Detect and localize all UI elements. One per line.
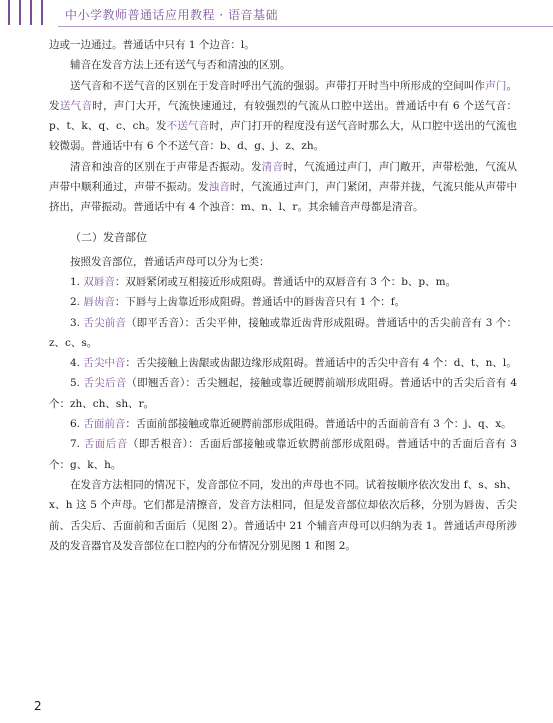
list-item-bilabial xyxy=(49,272,517,292)
paragraph-text: 时，声门打开的程度没有送气音时那么大，从口腔中送出的气流也较微弱。普通话中有 6 个不送气音：b、d、g、j、z、zh。 xyxy=(49,120,517,153)
list-text: ：双唇紧闭或互相接近形成阻碍。普通话中的双唇音有 3 个：b、p、m。 xyxy=(114,275,457,288)
paragraph-text: 边或一边通过。普通话中只有 1 个边音：l。 xyxy=(49,39,255,51)
list-text: （即平舌音）：舌尖平伸，接触或靠近齿背形成阻碍。普通话中的舌尖前音有 3 个：z、c、s。 xyxy=(49,316,518,349)
list-number: 7. xyxy=(70,438,84,451)
paragraph-summary xyxy=(49,475,517,556)
list-text: （即翘舌音）：舌尖翘起，接触或靠近硬腭前端形成阻碍。普通话中的舌尖后音有 4 个：zh、ch、sh、r。 xyxy=(49,377,517,410)
paragraph-text: 辅音在发音方法上还有送气与否和清浊的区别。 xyxy=(70,59,291,72)
term-glottis: 声门 xyxy=(485,79,507,92)
list-number: 3. xyxy=(70,316,84,329)
term-retroflex: 舌尖后音 xyxy=(83,377,127,390)
list-item-retroflex xyxy=(49,373,517,414)
term-voiced: 浊音 xyxy=(208,181,230,194)
list-item-alveolar xyxy=(49,353,517,373)
list-number: 2. xyxy=(70,296,84,309)
paragraph-text: 清音和浊音的区别在于声带是否振动。发 xyxy=(70,160,262,173)
running-header-title: 中小学教师普通话应用教程 · 语音基础 xyxy=(65,8,278,22)
term-unaspirated: 不送气音 xyxy=(166,120,210,133)
header-rule xyxy=(58,26,553,27)
list-item-palatal xyxy=(49,414,517,434)
term-aspirated: 送气音 xyxy=(59,99,93,112)
list-text: ：舌面前部接触或靠近硬腭前部形成阻碍。普通话中的舌面前音有 3 个：j、q、x。 xyxy=(125,418,512,431)
page-body xyxy=(49,35,517,556)
paragraph-text: 送气音和不送气音的区别在于发音时呼出气流的强弱。声带打开时当中所形成的空间叫作 xyxy=(70,79,486,92)
header-decor-bar-3 xyxy=(30,0,32,25)
term-velar: 舌面后音 xyxy=(83,438,128,451)
paragraph-lateral-continuation xyxy=(49,35,517,55)
page-number: 2 xyxy=(34,699,42,713)
term-labiodental: 唇齿音 xyxy=(83,296,115,309)
list-number: 4. xyxy=(70,357,84,370)
list-number: 6. xyxy=(70,418,84,431)
header-decor-bar-4 xyxy=(41,0,43,25)
paragraph-text: 时，气流通过声门，声门敞开，声带松弛，气流从声带中顺利通过，声带不振动。发 xyxy=(49,160,518,194)
paragraph-text: 按照发音部位，普通话声母可以分为七类： xyxy=(70,255,270,268)
paragraph-aspiration xyxy=(49,76,517,157)
list-item-dental xyxy=(49,313,517,354)
list-item-velar xyxy=(49,434,517,475)
term-alveolar: 舌尖中音 xyxy=(83,357,126,370)
section-spacer xyxy=(49,218,517,227)
list-item-labiodental xyxy=(49,292,517,312)
paragraph-places-intro xyxy=(49,252,517,272)
list-number: 5. xyxy=(70,377,84,390)
term-palatal: 舌面前音 xyxy=(83,418,126,431)
section-heading: （二）发音部位 xyxy=(70,230,147,244)
term-voiceless: 清音 xyxy=(261,160,283,173)
list-number: 1. xyxy=(70,275,84,288)
list-text: ：舌尖接触上齿龈或齿龈边缘形成阻碍。普通话中的舌尖中音有 4 个：d、t、n、l。 xyxy=(125,357,517,370)
list-text: ：下唇与上齿靠近形成阻碍。普通话中的唇齿音只有 1 个：f。 xyxy=(114,296,406,309)
paragraph-aspiration-intro xyxy=(49,55,517,75)
paragraph-voicing xyxy=(49,157,517,218)
paragraph-text: 。发 xyxy=(49,79,518,112)
paragraph-text: 时，气流通过声门，声门紧闭，声带并拢，气流只能从声带中挤出，声带振动。普通话中有 4 个浊音：m、n、l、r。其余辅音声母都是清音。 xyxy=(49,181,518,214)
list-text: （即舌根音）：舌面后部接触或靠近软腭前部形成阻碍。普通话中的舌面后音有 3 个：g、k、h。 xyxy=(49,438,517,471)
term-bilabial: 双唇音 xyxy=(83,275,115,288)
term-dental: 舌尖前音 xyxy=(83,316,127,329)
header-decor-bar-2 xyxy=(19,0,21,25)
header-decor-bar-1 xyxy=(8,0,10,25)
paragraph-text: 在发音方法相同的情况下，发音部位不同，发出的声母也不同。试着按顺序依次发出 f、s、sh、x、h 这 5 个声母。它们都是清擦音，发音方法相同，但是发音部位却依次后移，分别为唇齿、舌尖前、舌尖后、舌面前和舌面后（见图 2）。普通话中 21 个辅音声母可以归纳为表 1。普通话声母所涉及的发音器官及发音部位在口腔内的分布情况分别见图 1 和图 2。 xyxy=(49,478,517,552)
paragraph-text: 时，声门大开，气流快速通过，有较强烈的气流从口腔中送出。普通话中有 6 个送气音：p、t、k、q、c、ch。发 xyxy=(49,99,518,133)
